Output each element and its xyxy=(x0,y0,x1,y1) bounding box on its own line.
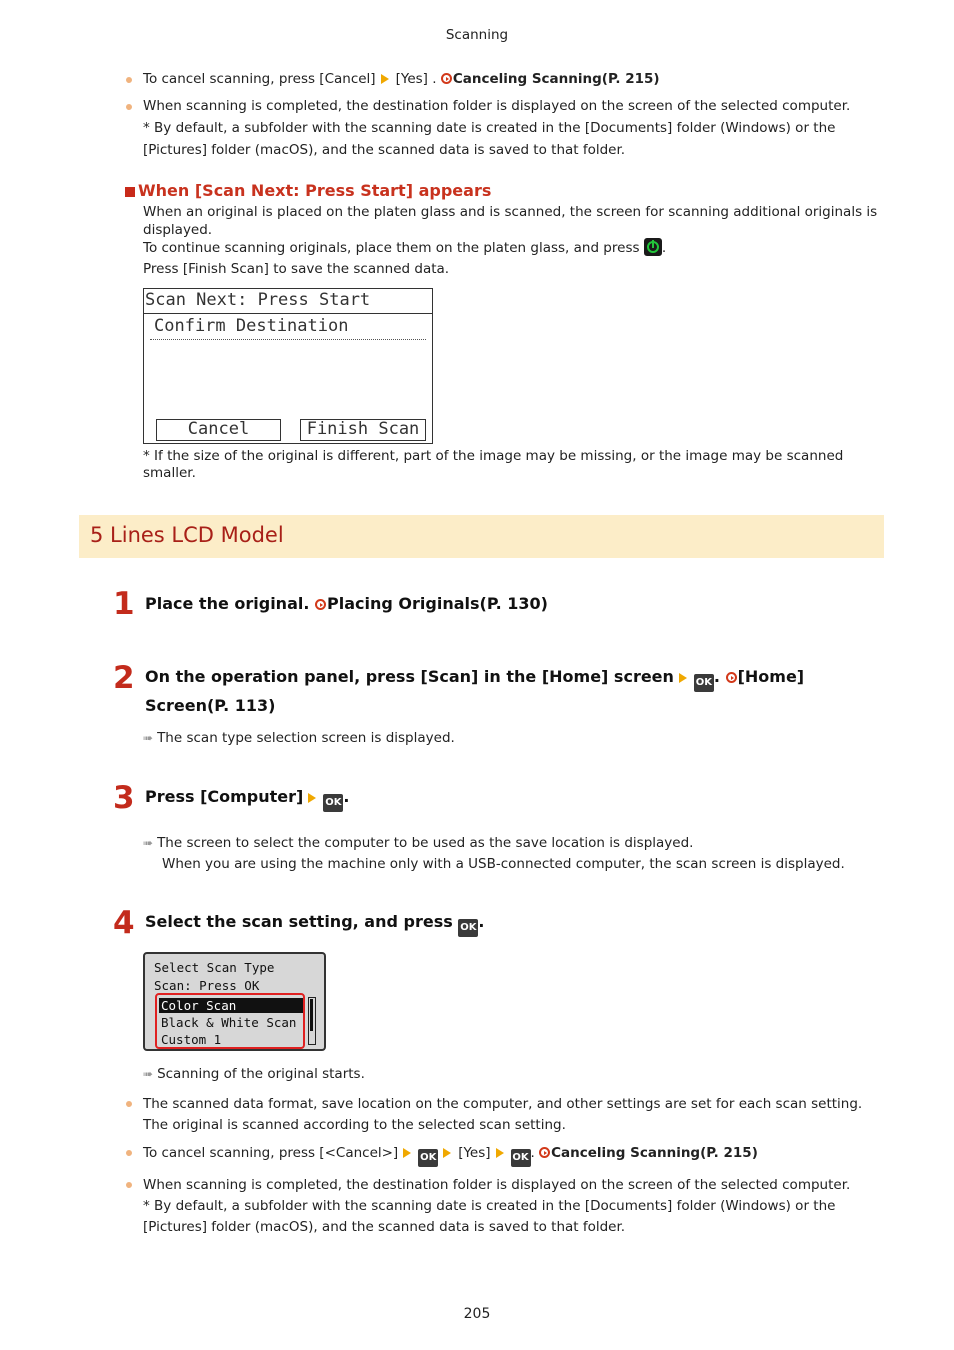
link-canceling-scanning[interactable]: Canceling Scanning(P. 215) xyxy=(551,1145,758,1161)
step-text: Press [Computer] xyxy=(145,787,304,806)
link-canceling-scanning[interactable]: Canceling Scanning(P. 215) xyxy=(452,71,660,87)
step-text: . xyxy=(713,667,720,686)
ok-key-icon: OK xyxy=(458,919,478,937)
paragraph-text: . xyxy=(661,240,667,256)
step-3-text xyxy=(145,787,349,812)
bullet-dot xyxy=(126,77,132,83)
link-arrow-icon xyxy=(315,599,326,610)
ok-key-icon: OK xyxy=(418,1149,438,1167)
dotted-divider xyxy=(150,339,426,340)
bullet-dot xyxy=(126,1150,132,1156)
bullet-cancel-scanning-2 xyxy=(143,1143,758,1167)
step-text: . xyxy=(343,787,350,806)
bullet-text: [Yes] xyxy=(458,1145,491,1161)
running-header: Scanning xyxy=(445,27,509,43)
paragraph-text: To continue scanning originals, place them on the platen glass, and press xyxy=(143,240,640,256)
ok-key-icon: OK xyxy=(511,1149,531,1167)
bullet-line: The scanned data format, save location on the computer, and other settings are set for each scan setting. xyxy=(143,1096,863,1112)
finish-scan-button[interactable]: Finish Scan xyxy=(300,419,426,441)
bullet-dot xyxy=(126,104,132,110)
start-key-icon xyxy=(644,238,662,256)
bullet-cancel-scanning xyxy=(143,69,660,90)
link-arrow-icon xyxy=(539,1147,550,1158)
link-home-screen-cont[interactable]: Screen(P. 113) xyxy=(145,696,276,715)
link-arrow-icon xyxy=(441,73,452,84)
bullet-line: * By default, a subfolder with the scanning date is created in the [Documents] folder (Windows) or the xyxy=(143,120,836,136)
arrow-right-icon xyxy=(381,74,389,84)
touch-panel-screen xyxy=(143,288,433,444)
step-4-result xyxy=(143,1066,365,1082)
step-3-result xyxy=(143,835,693,851)
link-arrow-icon xyxy=(726,672,737,683)
size-note xyxy=(143,448,843,482)
result-arrow-icon: ➠ xyxy=(143,731,154,745)
section-title: 5 Lines LCD Model xyxy=(90,523,284,547)
lcd-subtitle: Scan: Press OK xyxy=(154,978,260,993)
confirm-destination-item[interactable]: Confirm Destination xyxy=(154,316,349,336)
bullet-dot xyxy=(126,1182,132,1188)
step-text: Select the scan setting, and press xyxy=(145,912,453,931)
step-number: 2 xyxy=(113,660,135,696)
arrow-right-icon xyxy=(443,1148,451,1158)
step-2-text xyxy=(145,667,804,692)
bullet-text: To cancel scanning, press [Cancel] xyxy=(143,71,376,87)
ok-key-icon: OK xyxy=(323,794,343,812)
bullet-scan-settings xyxy=(143,1094,862,1136)
arrow-right-icon xyxy=(496,1148,504,1158)
bullet-scan-complete xyxy=(143,96,850,161)
bullet-text: To cancel scanning, press [<Cancel>] xyxy=(143,1145,399,1161)
note-line: * If the size of the original is different, part of the image may be missing, or the image may be scanned xyxy=(143,448,844,464)
result-arrow-icon: ➠ xyxy=(143,1067,154,1081)
result-text: The scan type selection screen is displayed. xyxy=(157,730,455,746)
scrollbar[interactable] xyxy=(308,997,316,1045)
step-text: On the operation panel, press [Scan] in the [Home] screen xyxy=(145,667,674,686)
link-home-screen[interactable]: [Home] xyxy=(737,667,805,686)
paragraph-line: displayed. xyxy=(143,222,213,238)
note-line: smaller. xyxy=(143,465,196,481)
step-2-result xyxy=(143,730,455,746)
step-number: 4 xyxy=(113,905,135,941)
step-text: . xyxy=(478,912,485,931)
step-1-text xyxy=(145,594,548,613)
option-custom-1[interactable]: Custom 1 xyxy=(161,1032,222,1047)
bullet-dot xyxy=(126,1101,132,1107)
result-text: The screen to select the computer to be used as the save location is displayed. xyxy=(157,835,694,851)
link-placing-originals[interactable]: Placing Originals(P. 130) xyxy=(327,594,548,613)
step-number: 1 xyxy=(113,586,135,622)
step-number: 3 xyxy=(113,780,135,816)
lcd-title: Select Scan Type xyxy=(154,960,275,975)
step-3-result-note: When you are using the machine only with a USB-connected computer, the scan screen is displayed. xyxy=(162,856,845,872)
bullet-scan-complete-2 xyxy=(143,1175,850,1238)
bullet-line: The original is scanned according to the selected scan setting. xyxy=(143,1117,566,1133)
bullet-line: [Pictures] folder (macOS), and the scanned data is saved to that folder. xyxy=(143,142,626,158)
ok-key-icon: OK xyxy=(694,674,714,692)
arrow-right-icon xyxy=(403,1148,411,1158)
step-text: Place the original. xyxy=(145,594,310,613)
step-4-text xyxy=(145,912,484,937)
lcd-screen xyxy=(143,952,326,1051)
bullet-line: When scanning is completed, the destination folder is displayed on the screen of the selected computer. xyxy=(143,1177,851,1193)
arrow-right-icon xyxy=(308,793,316,803)
screen-title: Scan Next: Press Start xyxy=(144,289,433,314)
section-square-icon xyxy=(125,187,135,197)
result-text: Scanning of the original starts. xyxy=(157,1066,365,1082)
bullet-line: * By default, a subfolder with the scanning date is created in the [Documents] folder (Windows) or the xyxy=(143,1198,836,1214)
cancel-button[interactable]: Cancel xyxy=(156,419,281,441)
bullet-text: . xyxy=(530,1145,535,1161)
page-number: 205 xyxy=(463,1306,491,1322)
bullet-line: [Pictures] folder (macOS), and the scanned data is saved to that folder. xyxy=(143,1219,626,1235)
subsection-heading: When [Scan Next: Press Start] appears xyxy=(138,181,492,200)
paragraph-line: When an original is placed on the platen glass and is scanned, the screen for scanning additional originals is xyxy=(143,204,878,220)
scan-next-paragraph xyxy=(143,203,877,239)
arrow-right-icon xyxy=(679,673,687,683)
scan-next-finish: Press [Finish Scan] to save the scanned data. xyxy=(143,261,450,277)
option-color-scan[interactable]: Color Scan xyxy=(161,998,237,1013)
scan-next-instruction xyxy=(143,238,666,257)
bullet-text: [Yes] . xyxy=(395,71,437,87)
result-arrow-icon: ➠ xyxy=(143,836,154,850)
bullet-line: When scanning is completed, the destination folder is displayed on the screen of the selected computer. xyxy=(143,98,851,114)
option-bw-scan[interactable]: Black & White Scan xyxy=(161,1015,297,1030)
